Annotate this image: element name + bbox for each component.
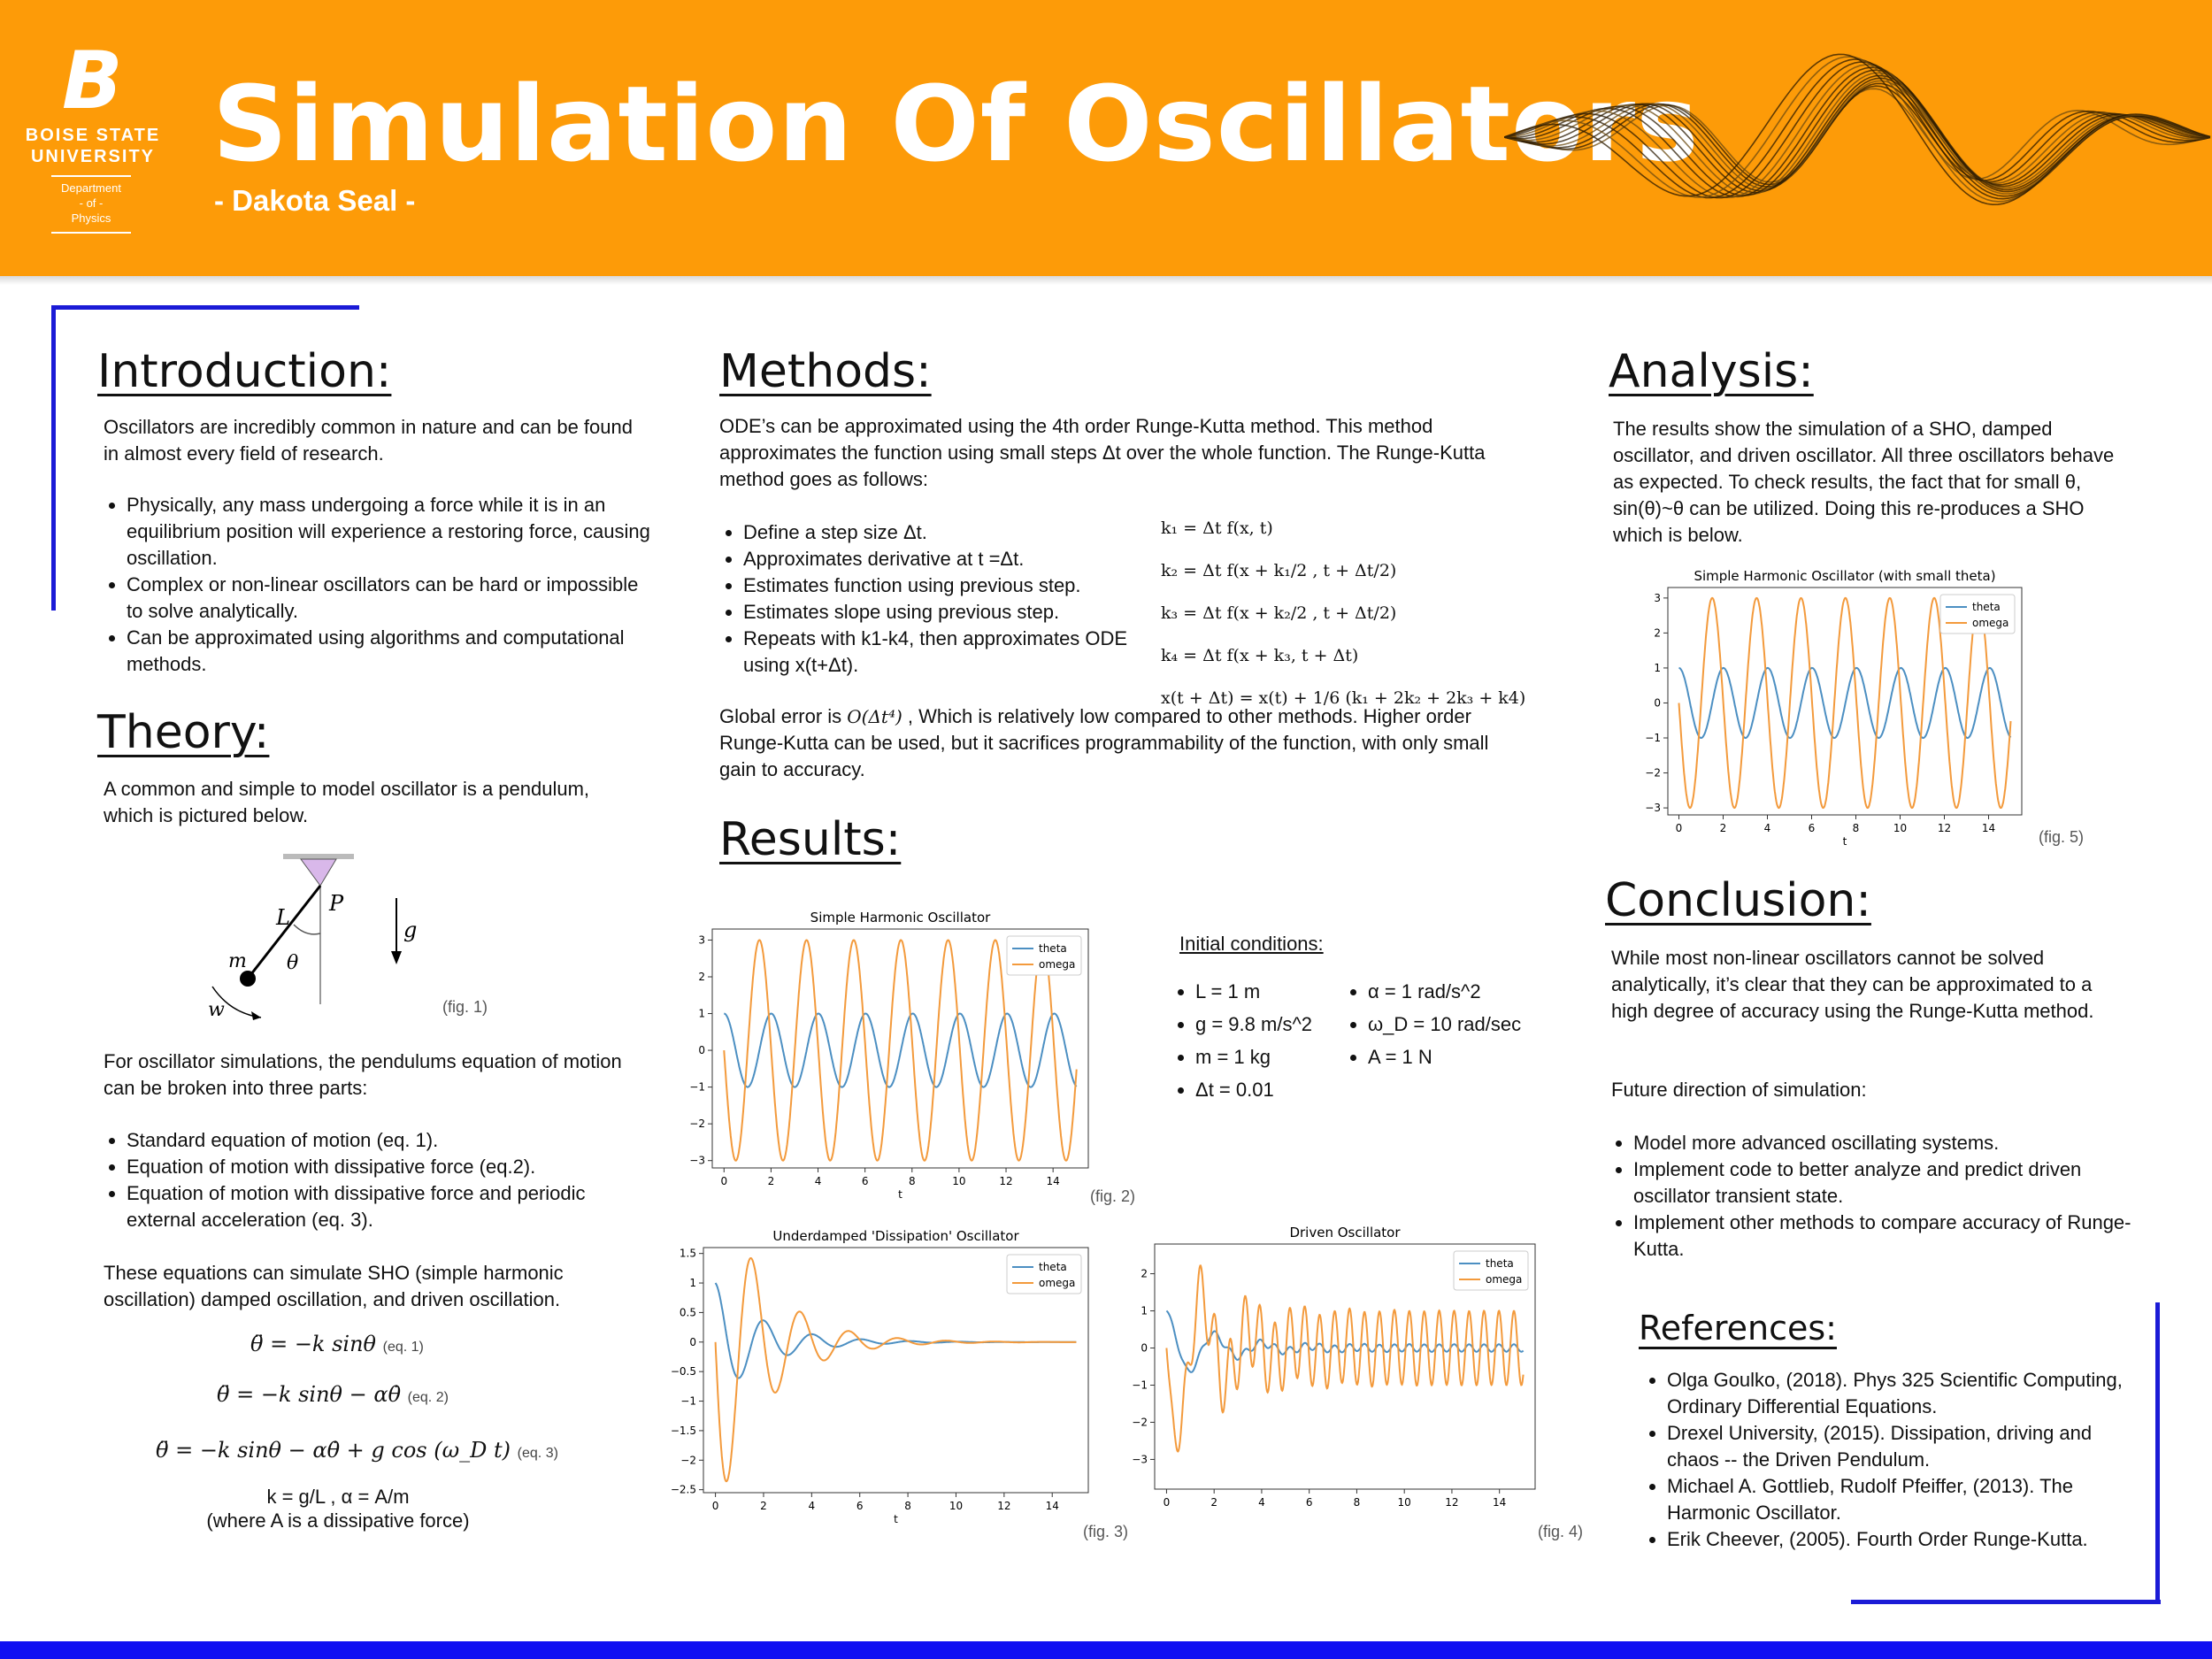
w-arrowhead — [251, 1011, 261, 1020]
y-tick-label: 3 — [698, 933, 705, 947]
y-tick-label: −2.5 — [670, 1483, 696, 1496]
y-tick-label: 1 — [698, 1007, 705, 1020]
fig2-caption: (fig. 2) — [1090, 1187, 1136, 1205]
chart-fig5 — [1632, 563, 2031, 850]
accent-bracket-bottom — [1851, 1600, 2161, 1604]
accent-bracket-left — [51, 305, 56, 611]
poster-title: Simulation Of Oscillators — [212, 63, 1700, 185]
wave-line — [1504, 81, 2210, 188]
series-line-theta — [1679, 668, 2011, 738]
pendulum-diagram — [195, 845, 513, 1022]
y-tick-label: 2 — [698, 971, 705, 983]
conclusion-bullets — [1610, 1130, 2147, 1263]
footer-bar — [0, 1641, 2212, 1659]
x-tick-label: 14 — [1045, 1500, 1059, 1512]
initial-conditions-col1 — [1172, 975, 1372, 1106]
theory-heading: Theory: — [97, 706, 270, 759]
y-tick-label: 3 — [1654, 591, 1661, 604]
equation-expr: θ̈ = −k sinθ — [250, 1332, 376, 1356]
x-axis-label: t — [898, 1188, 902, 1201]
chart-fig3 — [646, 1223, 1097, 1528]
x-tick-label: 14 — [1046, 1175, 1060, 1187]
list-item: • Complex or non-linear oscillators can be hard or impossible to solve analytically. — [127, 572, 657, 625]
error-pre: Global error is — [719, 705, 842, 727]
label-m: m — [228, 950, 247, 972]
list-item: • Implement other methods to compare accuracy of Runge-Kutta. — [1633, 1210, 2147, 1263]
y-tick-label: −1 — [680, 1394, 696, 1408]
list-item: • Standard equation of motion (eq. 1). — [127, 1127, 657, 1154]
list-item: • Physically, any mass undergoing a force while it is in an equilibrium position will experience a restoring force, causing oscillation. — [127, 492, 657, 572]
methods-bullets — [720, 519, 1177, 679]
x-tick-label: 2 — [767, 1175, 775, 1187]
references-list — [1644, 1367, 2145, 1553]
x-tick-label: 10 — [952, 1175, 966, 1187]
legend-label: theta — [1486, 1257, 1514, 1270]
logo-dept-line: - of - — [79, 196, 104, 210]
logo-department — [35, 180, 147, 226]
chart-title: Underdamped 'Dissipation' Oscillator — [772, 1228, 1019, 1244]
accent-bracket-top — [51, 305, 359, 310]
theory-note-A: (where A is a dissipative force) — [206, 1509, 470, 1532]
fig4-caption: (fig. 4) — [1538, 1523, 1584, 1540]
wave-line — [1504, 62, 2210, 197]
x-tick-label: 4 — [1763, 822, 1771, 834]
logo-dept-line: Department — [61, 181, 121, 195]
pendulum-ceiling — [283, 854, 354, 859]
rk-equation: k₁ = Δt f(x, t) — [1161, 518, 1273, 538]
y-tick-label: 0 — [1654, 696, 1661, 710]
list-item: • α = 1 rad/s^2 — [1368, 975, 1571, 1008]
logo-text-line1: BOISE STATE — [25, 126, 161, 145]
x-tick-label: 12 — [997, 1500, 1011, 1512]
list-item: • Equation of motion with dissipative force and periodic external acceleration (eq. 3). — [127, 1180, 657, 1233]
list-item: • Approximates derivative at t =Δt. — [743, 546, 1177, 572]
logo-text-line2: UNIVERSITY — [30, 147, 156, 166]
legend-label: omega — [1039, 958, 1076, 971]
rk-equation: x(t + Δt) = x(t) + 1/6 (k₁ + 2k₂ + 2k₃ + k4) — [1161, 688, 1526, 708]
list-item: • ω_D = 10 rad/sec — [1368, 1008, 1571, 1041]
label-w: w — [208, 999, 225, 1021]
results-heading: Results: — [719, 813, 902, 866]
gravity-arrowhead — [391, 951, 402, 964]
conclusion-heading: Conclusion: — [1605, 874, 1871, 927]
x-tick-label: 12 — [999, 1175, 1013, 1187]
legend-label: theta — [1039, 942, 1067, 955]
legend-label: omega — [1972, 617, 2009, 629]
fig3-caption: (fig. 3) — [1083, 1523, 1129, 1540]
y-tick-label: 2 — [1654, 626, 1661, 640]
x-tick-label: 8 — [1852, 822, 1860, 834]
series-line-omega — [1166, 1265, 1523, 1451]
logo-rule — [51, 232, 131, 234]
equation-1 — [250, 1332, 424, 1356]
logo-dept-line: Physics — [71, 211, 111, 225]
chart-title: Simple Harmonic Oscillator (with small theta) — [1694, 568, 1996, 584]
x-tick-label: 14 — [1981, 822, 1996, 834]
label-L: L — [276, 905, 290, 930]
y-tick-label: 0 — [689, 1335, 696, 1348]
y-tick-label: −2 — [1645, 766, 1661, 780]
rk-equations — [1161, 507, 1525, 719]
x-tick-label: 2 — [760, 1500, 767, 1512]
x-tick-label: 12 — [1445, 1496, 1459, 1509]
rk-equation: k₃ = Δt f(x + k₂/2 , t + Δt/2) — [1161, 603, 1397, 623]
equation-label: (eq. 1) — [382, 1340, 424, 1355]
methods-para: ODE’s can be approximated using the 4th order Runge-Kutta method. This method approximates the function using small steps Δt over the whole function. The Runge-Kutta method goes as follows: — [719, 415, 1486, 490]
list-item: • Drexel University, (2015). Dissipation, driving and chaos -- the Driven Pendulum. — [1667, 1420, 2145, 1473]
analysis-para: The results show the simulation of a SHO, damped oscillator, and driven oscillator. All three oscillators behave as expected. To check results, the fact that for small θ, sin(θ)~θ can be utilized. Doing this re-produces a SHO which is below. — [1613, 418, 2115, 546]
wave-line — [1504, 86, 2210, 184]
poster-author: - Dakota Seal - — [214, 184, 416, 217]
label-theta: θ — [287, 952, 299, 974]
theory-para-sho: These equations can simulate SHO (simple harmonic oscillation) damped oscillation, and driven oscillation. — [104, 1262, 564, 1310]
y-tick-label: 2 — [1141, 1267, 1148, 1280]
list-item: • m = 1 kg — [1195, 1041, 1372, 1073]
list-item: • L = 1 m — [1195, 975, 1372, 1008]
x-tick-label: 2 — [1719, 822, 1727, 834]
list-item: • A = 1 N — [1368, 1041, 1571, 1073]
x-axis-label: t — [894, 1513, 898, 1525]
equation-expr: θ̈ = −k sinθ − αθ̇ + g cos (ω_D t) — [156, 1438, 511, 1463]
x-tick-label: 10 — [1893, 822, 1908, 834]
label-P: P — [329, 891, 344, 916]
list-item: • Implement code to better analyze and predict driven oscillator transient state. — [1633, 1156, 2147, 1210]
y-tick-label: −3 — [1645, 802, 1661, 815]
x-tick-label: 10 — [1397, 1496, 1411, 1509]
initial-conditions-title: Initial conditions: — [1179, 933, 1324, 955]
theory-bullets — [104, 1127, 657, 1233]
legend-label: omega — [1039, 1277, 1076, 1289]
error-expr: O(Δt⁴) — [847, 706, 902, 727]
y-tick-label: −1.5 — [670, 1424, 696, 1437]
initial-conditions-col2 — [1345, 975, 1571, 1073]
y-tick-label: 0.5 — [679, 1306, 696, 1319]
y-tick-label: 0 — [1141, 1341, 1148, 1355]
y-tick-label: −2 — [1132, 1416, 1148, 1429]
header-shadow — [0, 276, 2212, 285]
legend-label: omega — [1486, 1273, 1523, 1286]
y-tick-label: −3 — [1132, 1453, 1148, 1466]
conclusion-future: Future direction of simulation: — [1611, 1079, 1867, 1101]
rk-equation: k₄ = Δt f(x + k₃, t + Δt) — [1161, 646, 1359, 665]
error-post: , Which is relatively low compared to other methods. Higher order Runge-Kutta can be used, but it sacrifices programmability of the function, with only small gain to accuracy. — [719, 705, 1489, 780]
y-tick-label: 1 — [1141, 1304, 1148, 1317]
equation-label: (eq. 3) — [517, 1446, 558, 1461]
x-tick-label: 4 — [814, 1175, 822, 1187]
analysis-heading: Analysis: — [1609, 345, 1814, 398]
equation-expr: θ̈ = −k sinθ − αθ̇ — [217, 1382, 402, 1407]
list-item: • Estimates slope using previous step. — [743, 599, 1177, 626]
introduction-para: Oscillators are incredibly common in nature and can be found in almost every field of research. — [104, 416, 633, 465]
x-tick-label: 2 — [1210, 1496, 1218, 1509]
chart-fig2 — [672, 902, 1097, 1203]
y-tick-label: 1 — [689, 1277, 696, 1290]
equation-label: (eq. 2) — [407, 1390, 449, 1405]
theory-para-eom: For oscillator simulations, the pendulums equation of motion can be broken into three parts: — [104, 1050, 622, 1099]
x-axis-label: t — [1842, 835, 1847, 848]
logo-rule — [51, 175, 131, 177]
x-tick-label: 6 — [856, 1500, 864, 1512]
methods-heading: Methods: — [719, 345, 932, 398]
list-item: • Michael A. Gottlieb, Rudolf Pfeiffer, (2013). The Harmonic Oscillator. — [1667, 1473, 2145, 1526]
x-tick-label: 6 — [1305, 1496, 1313, 1509]
x-tick-label: 4 — [1258, 1496, 1265, 1509]
list-item: • Estimates function using previous step. — [743, 572, 1177, 599]
conclusion-para: While most non-linear oscillators cannot be solved analytically, it’s clear that they can be approximated to a high degree of accuracy using the Runge-Kutta method. — [1611, 947, 2094, 1022]
pendulum-rod — [248, 886, 320, 979]
wave-line — [1504, 83, 2210, 186]
accent-bracket-right — [2155, 1302, 2160, 1604]
legend-label: theta — [1039, 1261, 1067, 1273]
fig5-caption: (fig. 5) — [2039, 828, 2085, 846]
x-tick-label: 12 — [1937, 822, 1952, 834]
list-item: • Define a step size Δt. — [743, 519, 1177, 546]
introduction-heading: Introduction: — [97, 345, 392, 398]
list-item: • Repeats with k1-k4, then approximates ODE using x(t+Δt). — [743, 626, 1177, 679]
wave-line — [1504, 57, 2210, 202]
y-tick-label: −1 — [689, 1080, 705, 1094]
x-tick-label: 10 — [949, 1500, 964, 1512]
x-tick-label: 4 — [808, 1500, 816, 1512]
legend-label: theta — [1972, 601, 2001, 613]
theory-para-intro: A common and simple to model oscillator is a pendulum, which is pictured below. — [104, 778, 590, 826]
y-tick-label: −0.5 — [670, 1365, 696, 1379]
chart-fig4 — [1110, 1219, 1544, 1525]
list-item: • Erik Cheever, (2005). Fourth Order Runge-Kutta. — [1667, 1526, 2145, 1553]
x-tick-label: 14 — [1493, 1496, 1507, 1509]
equation-2 — [217, 1382, 449, 1407]
y-tick-label: −1 — [1645, 732, 1661, 745]
fig1-caption: (fig. 1) — [442, 998, 488, 1016]
y-tick-label: −2 — [689, 1118, 705, 1131]
equation-3 — [156, 1438, 558, 1463]
y-tick-label: 0 — [698, 1044, 705, 1057]
pendulum-mass — [240, 971, 256, 987]
wave-line — [1504, 88, 2210, 182]
x-tick-label: 8 — [904, 1500, 911, 1512]
list-item: • Can be approximated using algorithms and computational methods. — [127, 625, 657, 678]
x-tick-label: 6 — [861, 1175, 869, 1187]
introduction-bullets — [104, 492, 657, 678]
list-item: • Equation of motion with dissipative force (eq.2). — [127, 1154, 657, 1180]
pendulum-pivot — [301, 859, 336, 886]
y-tick-label: 1.5 — [679, 1247, 696, 1260]
list-item: • Δt = 0.01 — [1195, 1073, 1372, 1106]
y-tick-label: −1 — [1132, 1379, 1148, 1392]
methods-error-para — [719, 703, 1525, 783]
boise-state-b-logo: B — [62, 35, 123, 127]
y-tick-label: −3 — [689, 1154, 705, 1167]
rk-equation: k₂ = Δt f(x + k₁/2 , t + Δt/2) — [1161, 561, 1397, 580]
list-item: • Olga Goulko, (2018). Phys 325 Scientific Computing, Ordinary Differential Equations. — [1667, 1367, 2145, 1420]
series-line-theta — [724, 1014, 1076, 1087]
x-tick-label: 0 — [1675, 822, 1683, 834]
list-item: • g = 9.8 m/s^2 — [1195, 1008, 1372, 1041]
y-tick-label: −2 — [680, 1454, 696, 1467]
x-tick-label: 0 — [1163, 1496, 1171, 1509]
references-heading: References: — [1639, 1309, 1837, 1348]
x-tick-label: 6 — [1808, 822, 1816, 834]
chart-title: Simple Harmonic Oscillator — [810, 910, 991, 926]
chart-title: Driven Oscillator — [1289, 1225, 1401, 1240]
series-line-theta — [716, 1283, 1077, 1379]
theta-arc — [294, 925, 320, 934]
x-tick-label: 8 — [908, 1175, 916, 1187]
wave-decoration — [1504, 27, 2212, 248]
x-tick-label: 0 — [711, 1500, 719, 1512]
x-tick-label: 0 — [720, 1175, 728, 1187]
theory-note-k: k = g/L , α = A/m — [266, 1486, 410, 1508]
list-item: • Model more advanced oscillating systems. — [1633, 1130, 2147, 1156]
y-tick-label: 1 — [1654, 661, 1661, 674]
label-g: g — [403, 918, 418, 942]
x-tick-label: 8 — [1353, 1496, 1361, 1509]
